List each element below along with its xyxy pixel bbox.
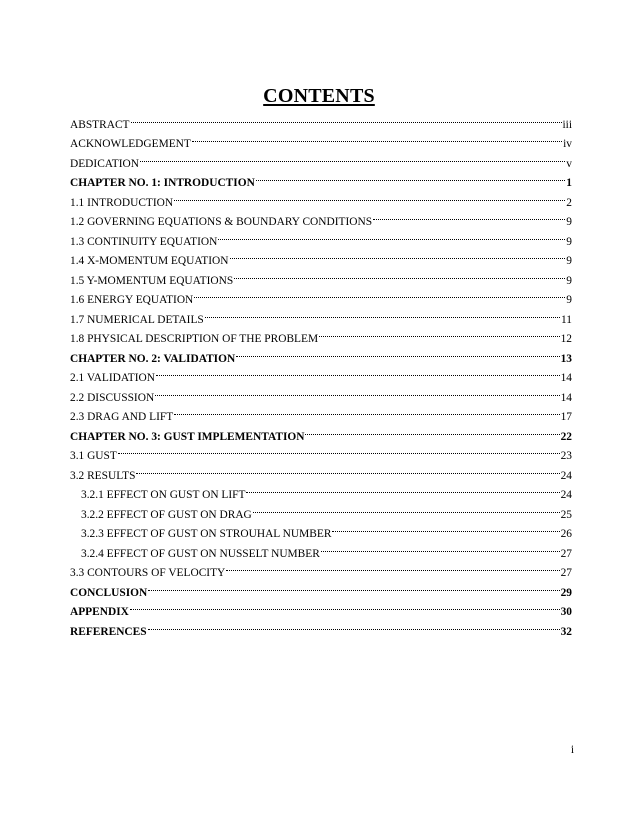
toc-entry-title: 1.1 INTRODUCTION [70,196,174,209]
dot-leader [305,420,559,440]
toc-entry-title: CHAPTER NO. 3: GUST IMPLEMENTATION [70,430,305,443]
toc-entry[interactable] [70,108,572,131]
toc-entry-page: 32 [560,625,572,638]
toc-entry-title: 1.4 X-MOMENTUM EQUATION [70,255,229,267]
toc-entry-page: 9 [566,274,572,287]
toc-entry[interactable] [70,167,572,187]
page-title: CONTENTS [263,85,375,107]
dot-leader [226,557,559,577]
toc-entry-page: 9 [566,216,572,228]
toc-entry-title: 2.2 DISCUSSION [70,391,155,404]
toc-entry-page: 14 [560,391,572,404]
toc-entry-title: CHAPTER NO. 2: VALIDATION [70,352,236,365]
toc-entry[interactable] [70,615,572,638]
dot-leader [140,147,565,167]
toc-entry-title: CHAPTER NO. 1: INTRODUCTION [70,177,255,189]
dot-leader [174,186,565,206]
dot-leader [236,342,559,362]
toc-entry-page: 9 [566,235,572,248]
dot-leader [253,498,560,518]
dot-leader [321,537,560,557]
dot-leader [194,284,565,304]
toc-entry[interactable] [70,440,572,460]
toc-entry-title: ABSTRACT [70,118,130,131]
dot-leader [192,128,562,148]
toc-entry-title: 1.2 GOVERNING EQUATIONS & BOUNDARY CONDITIONS [70,216,373,228]
toc-entry-page: iii [562,118,572,131]
toc-entry-title: 1.8 PHYSICAL DESCRIPTION OF THE PROBLEM [70,333,319,345]
dot-leader [205,303,560,323]
dot-leader [234,264,565,284]
dot-leader [246,479,559,499]
toc-entry-title: 3.2.4 EFFECT OF GUST ON NUSSELT NUMBER [81,547,320,560]
toc-entry-page: v [566,157,572,170]
dot-leader [130,596,560,616]
toc-entry[interactable] [70,596,572,616]
toc-entry-page: 24 [560,469,572,482]
toc-entry-page: 9 [566,255,572,267]
toc-entry-title: 3.3 CONTOURS OF VELOCITY [70,567,226,579]
toc-entry-title: 3.2.2 EFFECT OF GUST ON DRAG [81,508,252,521]
toc-entry-title: 3.1 GUST [70,450,117,462]
dot-leader [136,459,559,479]
table-of-contents [70,108,572,638]
toc-entry-page: 1 [566,177,572,189]
toc-entry-page: 9 [566,294,572,306]
toc-entry-page: 25 [560,508,572,521]
toc-entry-page: iv [563,138,572,150]
dot-leader [332,518,559,538]
toc-entry-page: 17 [560,411,572,423]
toc-entry-page: 22 [560,430,572,443]
dot-leader [156,362,560,382]
toc-entry-page: 29 [560,586,572,599]
toc-entry-title: CONCLUSION [70,586,148,599]
toc-entry[interactable] [70,459,572,482]
toc-entry-title: 3.2 RESULTS [70,469,136,482]
toc-entry-page: 23 [560,450,572,462]
toc-entry-title: 2.3 DRAG AND LIFT [70,411,174,423]
toc-entry-title: 3.2.3 EFFECT OF GUST ON STROUHAL NUMBER [81,528,332,540]
dot-leader [373,206,565,226]
toc-entry-title: 1.3 CONTINUITY EQUATION [70,235,218,248]
toc-entry-page: 24 [560,489,572,501]
toc-entry-title: APPENDIX [70,606,129,618]
toc-entry[interactable] [70,128,572,148]
toc-entry-title: 3.2.1 EFFECT ON GUST ON LIFT [81,489,246,501]
toc-entry-page: 27 [560,567,572,579]
toc-entry-page: 13 [560,352,572,365]
dot-leader [148,576,559,596]
toc-entry-page: 27 [560,547,572,560]
dot-leader [230,245,566,265]
toc-entry[interactable] [70,147,572,170]
page-number: i [570,744,574,756]
toc-entry[interactable] [70,479,572,499]
toc-entry-page: 2 [566,196,572,209]
toc-entry-title: DEDICATION [70,157,139,170]
toc-entry-title: 1.7 NUMERICAL DETAILS [70,313,204,326]
toc-entry-title: ACKNOWLEDGEMENT [70,138,191,150]
dot-leader [174,401,559,421]
toc-entry-page: 26 [560,528,572,540]
toc-entry-page: 14 [560,372,572,384]
toc-entry-page: 30 [560,606,572,618]
toc-entry-title: REFERENCES [70,625,147,638]
dot-leader [256,167,566,187]
dot-leader [155,381,559,401]
toc-entry-title: 1.5 Y-MOMENTUM EQUATIONS [70,274,234,287]
toc-entry-title: 2.1 VALIDATION [70,372,156,384]
dot-leader [319,323,560,343]
dot-leader [131,108,562,128]
toc-entry-page: 12 [560,333,572,345]
dot-leader [148,615,560,635]
dot-leader [218,225,565,245]
dot-leader [118,440,560,460]
toc-entry-page: 11 [561,313,572,326]
toc-entry-title: 1.6 ENERGY EQUATION [70,294,194,306]
